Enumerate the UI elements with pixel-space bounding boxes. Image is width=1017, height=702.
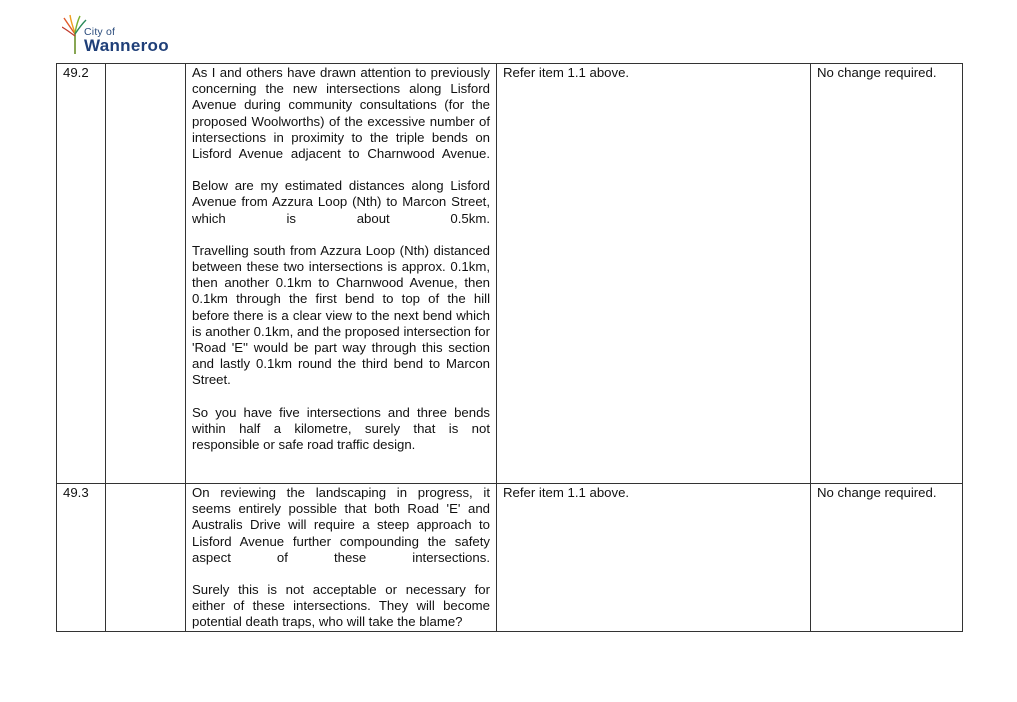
submission-paragraph: Below are my estimated distances along Lisford Avenue from Azzura Loop (Nth) to Marcon Street, which is about 0.5km. xyxy=(192,178,490,226)
ref-cell: 49.2 xyxy=(57,64,106,484)
submission-paragraph: Travelling south from Azzura Loop (Nth) distanced between these two intersections is approx. 0.1km, then another 0.1km to Charnwood Avenue, then 0.1km through the first bend to top of the hill before there is a clear view to the next bend which is another 0.1km, and the proposed intersection for 'Road 'E'' would be part way through this section and lastly 0.1km round the third bend to Marcon Street. xyxy=(192,242,490,388)
submission-paragraph: So you have five intersections and three bends within half a kilometre, surely that is not responsible or safe road traffic design. xyxy=(192,404,490,453)
logo-wanneroo: Wanneroo xyxy=(84,36,169,55)
city-logo xyxy=(62,14,172,56)
logo-city-of: City of xyxy=(84,26,116,38)
response-cell: Refer item 1.1 above. xyxy=(497,64,811,484)
submission-paragraph: Surely this is not acceptable or necessary for either of these intersections. They will become potential death traps, who will take the blame? xyxy=(192,582,490,630)
submission-cell xyxy=(186,484,497,632)
blank-cell xyxy=(106,64,186,484)
table-row xyxy=(57,64,963,484)
submission-paragraph: As I and others have drawn attention to previously concerning the new intersections along Lisford Avenue during community consultations (for the proposed Woolworths) of the excessive number of intersections in proximity to the triple bends on Lisford Avenue adjacent to Charnwood Avenue. xyxy=(192,65,490,162)
outcome-cell: No change required. xyxy=(811,64,963,484)
submission-cell xyxy=(186,64,497,484)
ref-cell: 49.3 xyxy=(57,484,106,632)
response-cell: Refer item 1.1 above. xyxy=(497,484,811,632)
outcome-cell: No change required. xyxy=(811,484,963,632)
submission-paragraph: On reviewing the landscaping in progress, it seems entirely possible that both Road 'E' and Australis Drive will require a steep approach to Lisford Avenue further compounding the safety aspect of these intersections. xyxy=(192,485,490,565)
submissions-table xyxy=(56,63,963,632)
table-row xyxy=(57,484,963,632)
blank-cell xyxy=(106,484,186,632)
